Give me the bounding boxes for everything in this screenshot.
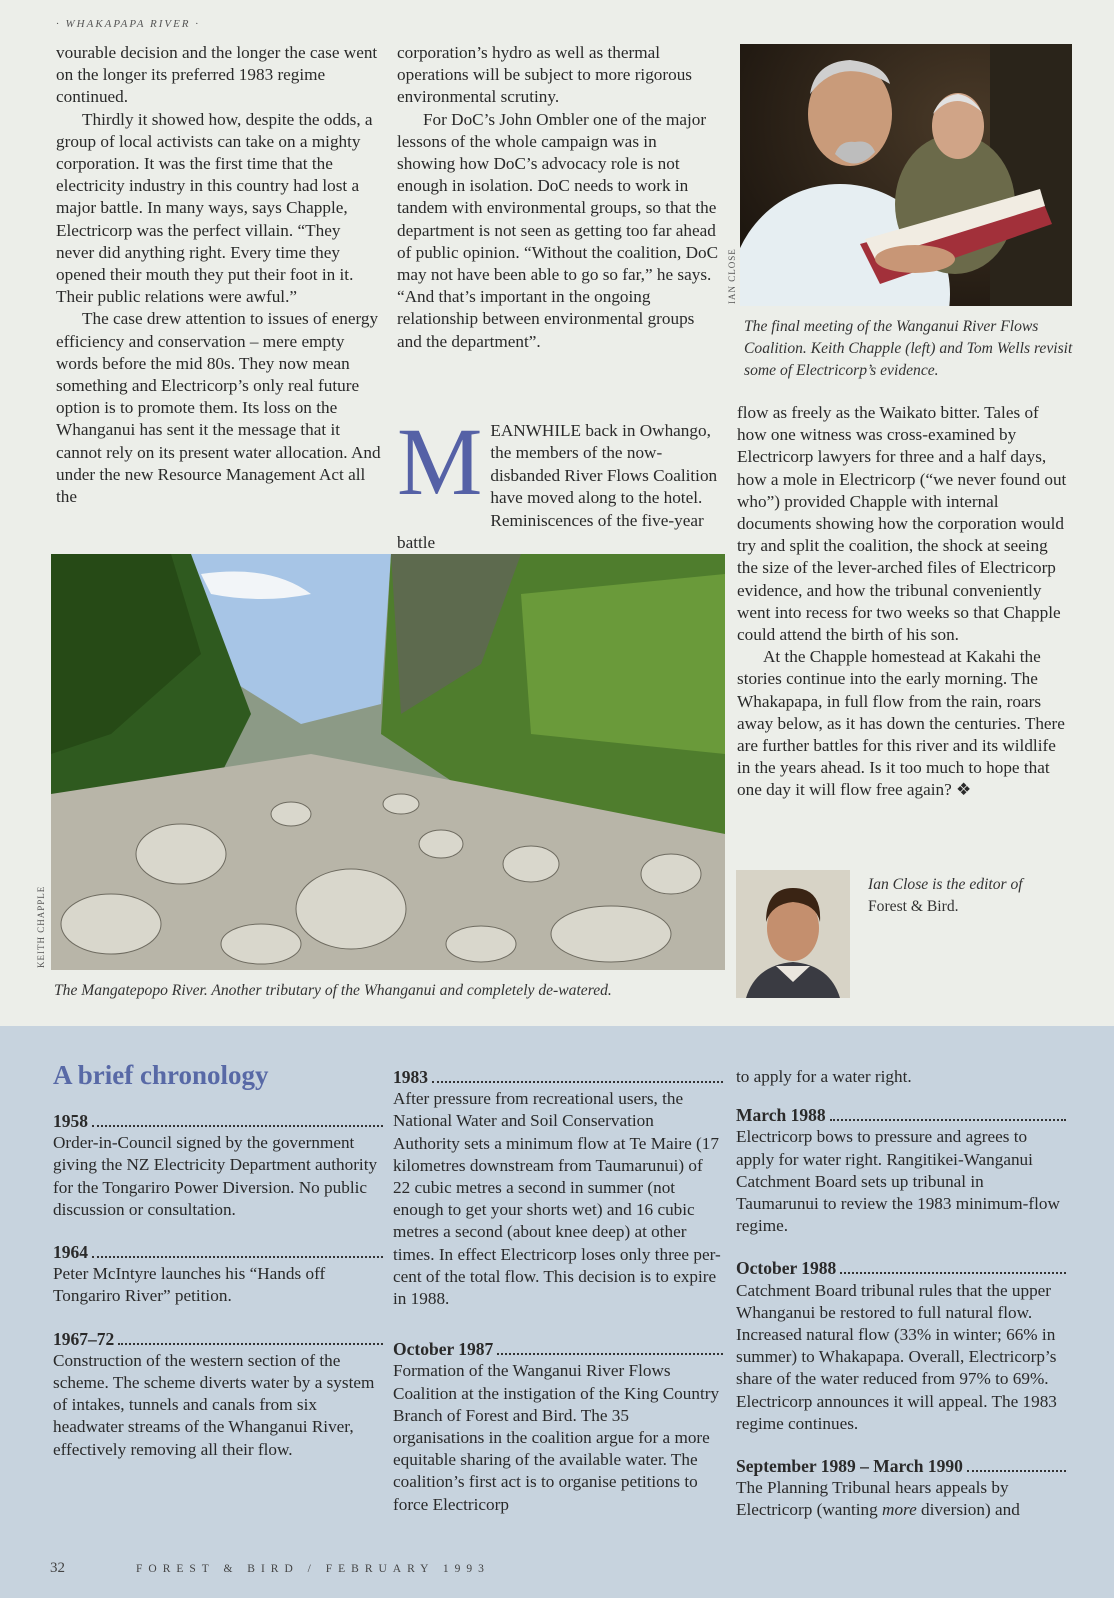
entry-year: 1958 [53,1111,88,1131]
photo-credit: KEITH CHAPPLE [36,885,46,968]
chronology-title: A brief chronology [53,1060,269,1090]
chronology-entry [736,1257,1066,1435]
dropcap-letter: M [397,408,483,515]
paragraph: vourable decision and the longer the case went on the longer its preferred 1983 regime continued. [56,43,378,107]
chronology-entry [393,1066,723,1310]
chronology-entry [53,1110,383,1221]
dropcap-paragraph [397,408,719,554]
chronology-entry [393,1338,723,1516]
chronology-column-3 [736,1066,1066,1542]
article-column-3 [737,402,1067,802]
entry-text [736,1477,1066,1521]
article-column-1 [56,42,382,508]
paragraph: The case drew attention to issues of energy efficiency and conservation – mere empty words before the mid 80s. They now mean something and Electricorp’s only real future option is to promote them. Its loss on the Whanganui has sent it the message that it cannot rely on its present water allocation. And under the new Resource Management Act all the [56,309,381,507]
entry-text: Peter McIntyre launches his “Hands off Tongariro River” petition. [53,1264,326,1306]
photo-caption: The final meeting of the Wanganui River Flows Coalition. Keith Chapple (left) and Tom Wells revisit some of Electricorp’s evidence. [744,318,1073,379]
author-note-line: Ian Close is the editor of [868,876,1023,893]
entry-year: 1967–72 [53,1328,115,1349]
paragraph: Thirdly it showed how, despite the odds, a group of local activists can take on a mighty corporation. It was the first time that the electricity industry in this country had lost a major battle. In many ways, says Chapple, Electricorp was the perfect villain. “They never did anything right. Every time they opened their mouth they put their foot in it. Their public relations were awful.” [56,109,373,307]
paragraph: For DoC’s John Ombler one of the major lessons of the whole campaign was in showing how DoC’s advocacy role is not enough in isolation. DoC needs to work in tandem with environmental groups, so that the department is not seen as getting too far ahead of public opinion. “Without the coalition, DoC may not have been able to go so far,” he says. “And that’s important in the ongoing relationship between environmental groups and the department”. [397,109,719,351]
river-photo [51,554,725,970]
entry-year: September 1989 – March 1990 [736,1456,963,1477]
photo-caption: The Mangatepopo River. Another tributary of the Whanganui and completely de-watered. [54,982,612,999]
entry-text-part: The Planning Tribunal hears appeals by Electricorp (wanting [736,1478,1009,1520]
chronology-entry [736,1455,1066,1522]
entry-text-part: diversion) and [916,1500,1020,1520]
chronology-entry [53,1328,383,1461]
magazine-footer: FOREST & BIRD / FEBRUARY 1993 [136,1563,490,1575]
entry-text: Order-in-Council signed by the government giving the NZ Electricity Department authority for the Tongariro Power Diversion. No public discussion or consultation. [53,1133,378,1219]
article-column-2 [397,42,719,353]
entry-year: October 1988 [736,1258,837,1279]
page-number: 32 [50,1560,65,1576]
entry-year: October 1987 [393,1339,494,1360]
paragraph: EANWHILE back in Owhango, the members of the now-disbanded River Flows Coalition have moved along to the hotel. Reminiscences of the five-year battle [397,421,718,553]
entry-text-continued: to apply for a water right. [736,1067,912,1086]
entry-text: Catchment Board tribunal rules that the upper Whanganui be restored to full natural flow. Increased natural flow (33% in winter; 66% in summer) to Whakapapa. Overall, Electricorp’s share of the water reduced from 97% to 69%. Electricorp announces it will appeal. The 1983 regime continues. [736,1280,1057,1433]
entry-year: 1983 [393,1067,428,1087]
photo-credit: IAN CLOSE [727,248,737,304]
entry-text: Construction of the western section of the scheme. The scheme diverts water by a system of intakes, tunnels and canals from six headwater streams of the Whanganui River, effectively removing all their flow. [53,1350,375,1459]
paragraph: At the Chapple homestead at Kakahi the stories continue into the early morning. The Whakapapa, in full flow from the rain, roars away below, as it has down the centuries. There are further battles for this river and its wildlife in the years ahead. Is it too much to hope that one day it will flow free again? ❖ [737,647,1065,800]
author-photo [736,870,850,998]
running-head: · WHAKAPAPA RIVER · [56,18,201,30]
chronology-entry [736,1104,1066,1237]
author-note [868,874,1078,918]
paragraph: corporation’s hydro as well as thermal operations will be subject to more rigorous environmental scrutiny. [397,43,692,107]
author-note-publication: Forest & Bird. [868,898,959,915]
entry-text: Formation of the Wanganui River Flows Coalition at the instigation of the King Country Branch of Forest and Bird. The 35 organisations in the coalition argue for a more equitable sharing of the available water. The coalition’s first act is to organise petitions to force Electricorp [393,1361,720,1514]
entry-text-emphasis: more [882,1500,917,1520]
chronology-column-1 [53,1110,383,1481]
entry-text: After pressure from recreational users, the National Water and Soil Conservation Authority sets a minimum flow at Te Maire (17 kilometres downstream from Taumarunui) of 22 cubic metres a second in summer (not enough to get your shorts wet) and 16 cubic metres a second (about knee deep) at other times. In effect Electricorp loses only three per-cent of the total flow. This decision is to expire in 1988. [393,1089,721,1309]
entry-year: 1964 [53,1242,88,1263]
entry-text: Electricorp bows to pressure and agrees to apply for water right. Rangitikei-Wanganui Catchment Board sets up tribunal in Taumarunui to review the 1983 minimum-flow regime. [736,1127,1060,1236]
chronology-entry [53,1241,383,1308]
paragraph: flow as freely as the Waikato bitter. Tales of how one witness was cross-examined by Electricorp lawyers for three and a half days, how a mole in Electricorp (“we never found out who”) provided Chapple with internal documents showing how the corporation would try and split the coalition, the shock at seeing the size of the lever-arched files of Electricorp evidence, and how the tribunal conveniently went into recess for two weeks so that Chapple could attend the birth of his son. [737,403,1067,645]
meeting-photo [740,44,1072,306]
entry-year: March 1988 [736,1105,826,1126]
chronology-column-2 [393,1066,723,1536]
page-footer [50,1560,490,1577]
